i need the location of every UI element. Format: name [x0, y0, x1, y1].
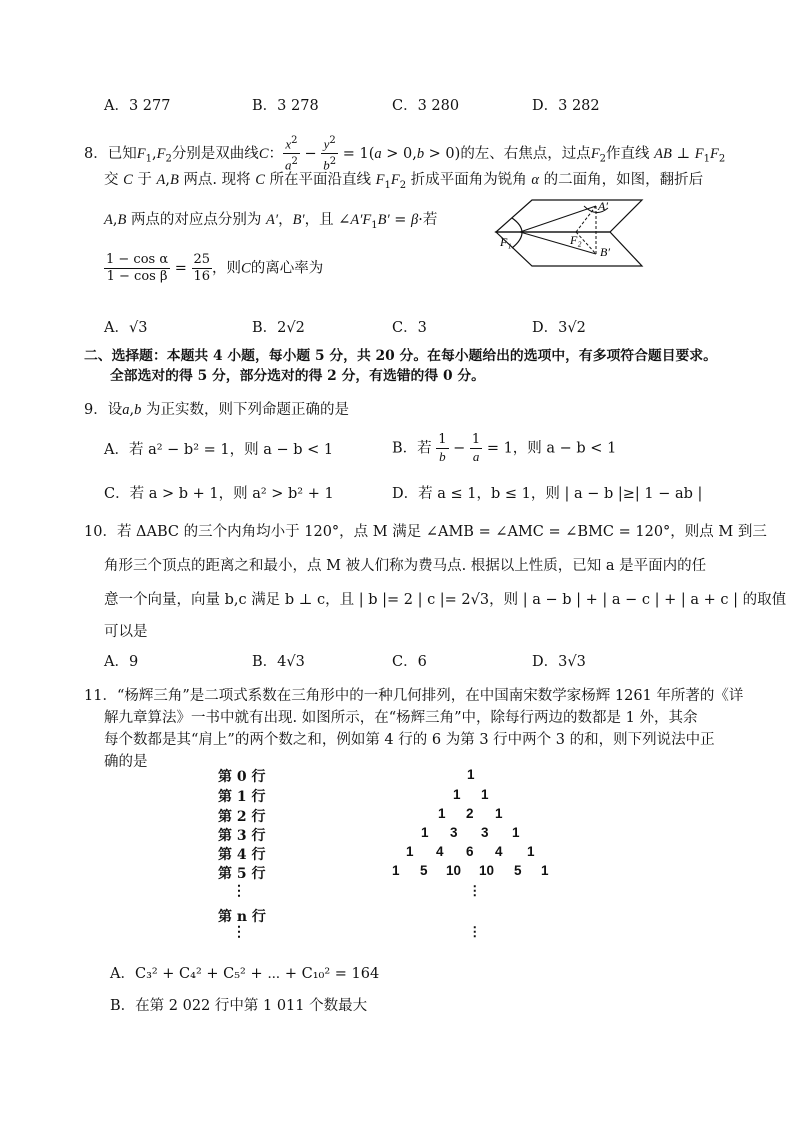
- q8-option-c: C．3: [392, 320, 427, 336]
- pascal-row-label-1: 第 1 行: [218, 789, 266, 805]
- q9-option-a: A．若 a² − b² = 1，则 a − b < 1: [104, 442, 334, 458]
- figure-label-b-prime: B′: [600, 245, 610, 259]
- q9-stem: 9．设a,b 为正实数，则下列命题正确的是: [84, 402, 349, 418]
- q10-option-b: B．4√3: [252, 654, 305, 670]
- pascal-r4-c0: 1: [406, 844, 414, 859]
- q8-fraction-cos: $\frac{\text{1 − cos α}}{\text{1 − cos β}}$: [106, 252, 169, 284]
- q10-option-a: A．9: [104, 654, 139, 670]
- pascal-dots-1: ⋮: [468, 883, 482, 898]
- pascal-r3-c1: 3: [450, 825, 458, 840]
- pascal-r3-c3: 1: [512, 825, 520, 840]
- q11-line-2: 解九章算法》一书中就有出现. 如图所示，在“杨辉三角”中，除每行两边的数都是 1 外，其余: [104, 710, 698, 726]
- pascal-r4-c3: 4: [495, 844, 503, 859]
- pascal-row-label-n: 第 n 行: [218, 909, 266, 925]
- q11-line-4: 确的是: [104, 754, 148, 770]
- pascal-r4-c2: 6: [466, 844, 474, 859]
- pascal-r5-c4: 5: [514, 863, 522, 878]
- q9-option-c: C．若 a > b + 1，则 a² > b² + 1: [104, 486, 334, 502]
- q10-line-3: 意一个向量，向量 b,c 满足 b ⊥ c，且 | b |= 2 | c |= 2√3，则 | a − b | + | a − c | + | a + c | 的取值: [104, 592, 787, 608]
- q8-line-2: 交 C 于 A,B 两点. 现将 C 所在平面沿直线 $F_1F_2$ 折成平面角为锐角 α 的二面角，如图，翻折后: [104, 172, 704, 191]
- figure-label-f1: F₁: [500, 235, 512, 249]
- q11-option-a: A．C₃² + C₄² + C₅² + ⋯ + C₁₀² = 164: [110, 966, 380, 982]
- pascal-r5-c1: 5: [420, 863, 428, 878]
- pascal-r1-c0: 1: [453, 787, 461, 802]
- pascal-row-label-2: 第 2 行: [218, 809, 266, 825]
- pascal-r5-c5: 1: [541, 863, 549, 878]
- pascal-dots-2: ⋮: [468, 924, 482, 939]
- q11-line-3: 每个数都是其“肩上”的两个数之和，例如第 4 行的 6 为第 3 行中两个 3 的和，则下列说法中正: [104, 732, 715, 748]
- q8-option-d: D．3√2: [532, 320, 586, 336]
- figure-label-f2: F₂: [570, 233, 582, 247]
- pascal-row-label-5: 第 5 行: [218, 866, 266, 882]
- q11-line-1: 11．“杨辉三角”是二项式系数在三角形中的一种几何排列，在中国南宋数学家杨辉 1261 年所著的《详: [84, 688, 744, 704]
- q8-fraction-25-16: $\frac{25}{16}$: [193, 252, 211, 284]
- pascal-r5-c3: 10: [479, 863, 495, 878]
- q7-option-a: A．3 277: [104, 98, 171, 114]
- q10-line-2: 角形三个顶点的距离之和最小，点 M 被人们称为费马点. 根据以上性质，已知 a 是平面内的任: [104, 558, 707, 574]
- pascal-r2-c0: 1: [438, 806, 446, 821]
- pascal-row-label-4: 第 4 行: [218, 847, 266, 863]
- q7-option-c: C．3 280: [392, 98, 460, 114]
- q8-line-4: $\frac{\text{1 − cos α}}{\text{1 − cos β}}$ = $\frac{25}{16}$ ，则C的离心率为: [106, 252, 324, 284]
- section-2-heading: 二、选择题：本题共 4 小题，每小题 5 分，共 20 分。在每小题给出的选项中，有多项符合题目要求。: [84, 348, 717, 364]
- q10-line-4: 可以是: [104, 624, 148, 640]
- pascal-r1-c1: 1: [481, 787, 489, 802]
- pascal-r0-c0: 1: [467, 767, 475, 782]
- pascal-row-label-dots: ⋮: [232, 883, 246, 899]
- figure-label-a-prime: A′: [598, 199, 608, 213]
- q8-option-b: B．2√2: [252, 320, 305, 336]
- pascal-r2-c1: 2: [466, 806, 474, 821]
- pascal-r2-c2: 1: [495, 806, 503, 821]
- pascal-row-label-3: 第 3 行: [218, 828, 266, 844]
- q10-option-d: D．3√3: [532, 654, 586, 670]
- q9-option-b: B．若 $\frac{1}{b}$ − $\frac{1}{a}$ = 1，则 a − b < 1: [392, 432, 617, 464]
- q10-option-c: C．6: [392, 654, 427, 670]
- q10-line-1: 10．若 ΔABC 的三个内角均小于 120°，点 M 满足 ∠AMB = ∠AMC = ∠BMC = 120°，则点 M 到三: [84, 524, 767, 540]
- q8-line-1: 8．已知$F_1,F_2$分别是双曲线C： $\frac{x^2}{a^2}$ − $\frac{y^2}{b^2}$ = 1(a > 0,b > 0)的左、右焦点，过点$F_2$作直线 AB ⊥ $F_1F_2$: [84, 135, 726, 173]
- q7-option-b: B．3 278: [252, 98, 319, 114]
- section-2-instructions: 全部选对的得 5 分，部分选对的得 2 分，有选错的得 0 分。: [110, 368, 485, 384]
- q11-option-b: B．在第 2 022 行中第 1 011 个数最大: [110, 998, 368, 1014]
- pascal-row-label-dots-2: ⋮: [232, 924, 246, 940]
- pascal-r5-c2: 10: [446, 863, 462, 878]
- q8-line-3: A,B 两点的对应点分别为 A′，B′，且 $\angle A'F_1B' = \beta\cdot$若: [104, 212, 438, 231]
- q8-folded-hyperbola-figure: [492, 192, 662, 272]
- q9-option-d: D．若 a ≤ 1，b ≤ 1，则 | a − b |≥| 1 − ab |: [392, 486, 703, 502]
- pascal-r5-c0: 1: [392, 863, 400, 878]
- pascal-row-label-0: 第 0 行: [218, 769, 266, 785]
- pascal-r3-c0: 1: [421, 825, 429, 840]
- pascal-r4-c4: 1: [527, 844, 535, 859]
- pascal-r4-c1: 4: [436, 844, 444, 859]
- q7-option-d: D．3 282: [532, 98, 600, 114]
- q8-option-a: A．√3: [104, 320, 148, 336]
- pascal-r3-c2: 3: [481, 825, 489, 840]
